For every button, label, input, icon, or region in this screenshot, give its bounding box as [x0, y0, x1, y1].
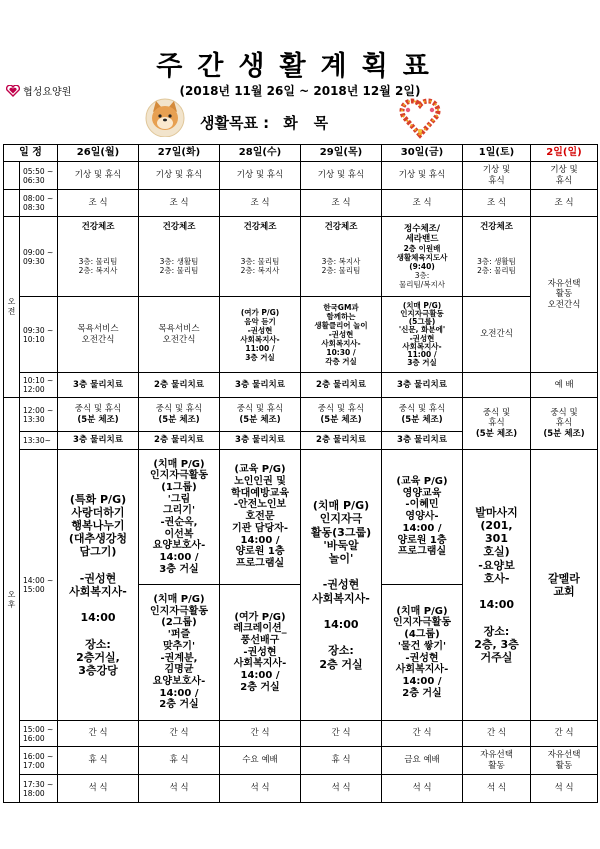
cell-fri: 3층 물리치료 [382, 432, 463, 450]
cell-sun: 조 식 [531, 190, 598, 217]
lunch-exercise: (5분 체조) [475, 428, 518, 439]
cell-mon: 3층 물리치료 [58, 432, 139, 450]
cell-mon: 3층 물리치료 [58, 373, 139, 398]
cell-sun: 자유선택 활동 [531, 747, 598, 775]
health-exercise: 건강체조 [81, 222, 115, 233]
cell-fri: 석 식 [382, 775, 463, 803]
cell-mon: (특화 P/G) 사랑더하기 행복나누기 (대추생강청 담그기) -권성현 사회복지사- 14:00 장소: 2층거실, 3층강당 [58, 450, 139, 721]
cell-mon: 조 식 [58, 190, 139, 217]
cell-wed [220, 217, 301, 297]
floor-assignment: 3층: 물리팀 2층: 복지사 [78, 256, 118, 275]
time-cell: 13:30~ [20, 432, 58, 450]
health-exercise: 건강체조 [480, 222, 513, 233]
health-exercise: 건강체조 [162, 222, 196, 233]
cell-fri [382, 398, 463, 432]
header-tue: 27일(화) [139, 145, 220, 162]
time-cell: 09:00 ~ 09:30 [20, 217, 58, 297]
page-title: 주간생활계획표 [156, 51, 444, 82]
header-mon: 26일(월) [58, 145, 139, 162]
cell-fri: 조 식 [382, 190, 463, 217]
header-sun: 2일(일) [531, 145, 598, 162]
cell-thu: 기상 및 휴식 [301, 162, 382, 190]
cell-sun: 석 식 [531, 775, 598, 803]
floor-assignment: 3층: 물리팀 2층: 복지사 [240, 256, 280, 275]
header-sat: 1일(토) [463, 145, 531, 162]
date-range: (2018년 11월 26일 ~ 2018년 12월 2일) [179, 84, 421, 98]
cell-fri: 간 식 [382, 721, 463, 747]
weekly-schedule-table [3, 144, 598, 803]
cell-sun: 간 식 [531, 721, 598, 747]
floor-assignment: 3층: 물리팀/복지사 [399, 271, 445, 290]
cell-sun: 자유선택 활동 오전간식 [531, 217, 598, 373]
life-goal-label: 생활목표 : [200, 114, 270, 132]
time-cell: 09:30 ~ 10:10 [20, 297, 58, 373]
cell-thu: 간 식 [301, 721, 382, 747]
cell-tue [139, 450, 220, 721]
cell-mon: 간 식 [58, 721, 139, 747]
cell-thu [301, 217, 382, 297]
cell-wed: 3층 물리치료 [220, 432, 301, 450]
tue-group2-program: (치매 P/G) 인지자극활동 (2그룹) '퍼즐 맞추기' -권계분, 김명균 요양보호사- 14:00 / 2층 거실 [150, 594, 208, 711]
cell-tue [139, 217, 220, 297]
session-am: 오 전 [4, 217, 20, 398]
cell-mon: 목욕서비스 오전간식 [58, 297, 139, 373]
cell-sat [463, 217, 531, 297]
cell-tue: 간 식 [139, 721, 220, 747]
cell-wed [220, 398, 301, 432]
session-pm: 오 후 [4, 398, 20, 803]
wed-leisure-program: (여가 P/G) 레크레이션_ 풍선배구 -권성현 사회복지사- 14:00 / 2층 거실 [233, 611, 287, 693]
cell-fri: (치매 P/G) 인지자극활동 (5그룹) '신문, 화분에' -권성현 사회복지사- 11:00 / 3층 거실 [382, 297, 463, 373]
header-row [4, 145, 598, 162]
floor-assignment: 3층: 복지사 2층: 물리팀 [321, 256, 361, 275]
time-cell: 10:10 ~ 12:00 [20, 373, 58, 398]
cell-fri: 3층 물리치료 [382, 373, 463, 398]
health-exercise: 건강체조 [243, 222, 277, 233]
cell-sun [531, 398, 598, 450]
cell-fri [382, 217, 463, 297]
cell-sat [463, 398, 531, 450]
cell-tue: 조 식 [139, 190, 220, 217]
header-fri: 30일(금) [382, 145, 463, 162]
header-thu: 29일(목) [301, 145, 382, 162]
cell-thu: 2층 물리치료 [301, 432, 382, 450]
cell-fri: 기상 및 휴식 [382, 162, 463, 190]
cell-tue: 목욕서비스 오전간식 [139, 297, 220, 373]
organization-name: 협성요양원 [23, 87, 72, 98]
cell-sat: 오전간식 [463, 297, 531, 373]
lunch-rest: 중식 및 휴식 [236, 404, 284, 415]
tue-group1-program: (치매 P/G) 인지자극활동 (1그룹) '그림 그리기' -권순옥, 이선복 요양보호사- 14:00 / 3층 거실 [139, 450, 219, 585]
floor-assignment: 3층: 생활팀 2층: 물리팀 [477, 256, 516, 275]
flower-heart-icon [399, 97, 441, 139]
time-cell: 17:30 ~ 18:00 [20, 775, 58, 803]
life-goal-value: 화목 [283, 114, 345, 132]
cell-thu: (치매 P/G) 인지자극 활동(3그룹) '바둑알 놀이' -권성현 사회복지사- 14:00 장소: 2층 거실 [301, 450, 382, 721]
cell-thu: 석 식 [301, 775, 382, 803]
cell-fri [382, 450, 463, 721]
lunch-rest: 중식 및 휴식 [550, 408, 578, 429]
header-wed: 28일(수) [220, 145, 301, 162]
cell-wed: 조 식 [220, 190, 301, 217]
lunch-rest: 중식 및 휴식 [317, 404, 365, 415]
fri-education-program: (교육 P/G) 영양교육 -이혜민 영양사- 14:00 / 양로원 1층 프로그램실 [382, 450, 462, 585]
cell-thu: 조 식 [301, 190, 382, 217]
cell-sat: 자유선택 활동 [463, 747, 531, 775]
cell-wed: 3층 물리치료 [220, 373, 301, 398]
lunch-exercise: (5분 체조) [543, 428, 585, 439]
cell-thu: 2층 물리치료 [301, 373, 382, 398]
cell-sat: 조 식 [463, 190, 531, 217]
cell-sun: 기상 및 휴식 [531, 162, 598, 190]
lunch-exercise: (5분 체조) [320, 414, 362, 425]
cell-mon: 석 식 [58, 775, 139, 803]
life-goal [200, 112, 344, 133]
cell-thu: 휴 식 [301, 747, 382, 775]
cell-sun: 갈멜라 교회 [531, 450, 598, 721]
cell-tue: 2층 물리치료 [139, 373, 220, 398]
wed-education-program: (교육 P/G) 노인인권 및 학대예방교육 -안전노인보 호전문 기관 담당자- 14:00 / 양로원 1층 프로그램실 [220, 450, 300, 585]
time-cell: 05:50 ~ 06:30 [20, 162, 58, 190]
cell-tue: 2층 물리치료 [139, 432, 220, 450]
cell-wed [220, 450, 301, 721]
cell-thu [301, 398, 382, 432]
cell-mon: 휴 식 [58, 747, 139, 775]
time-cell: 12:00 ~ 13:30 [20, 398, 58, 432]
lunch-rest: 중식 및 휴식 [482, 408, 511, 429]
header-schedule: 일 정 [4, 145, 58, 162]
cell-mon [58, 398, 139, 432]
lunch-exercise: (5분 체조) [77, 414, 119, 425]
time-cell: 15:00 ~ 16:00 [20, 721, 58, 747]
lunch-rest: 중식 및 휴식 [398, 404, 446, 415]
cell-tue [139, 398, 220, 432]
cell-tue: 휴 식 [139, 747, 220, 775]
floor-assignment: 3층: 생활팀 2층: 물리팀 [159, 256, 199, 275]
time-cell: 14:00 ~ 15:00 [20, 450, 58, 721]
dementia-exercise: 정수체조/ 세라밴드 [404, 223, 440, 244]
lunch-rest: 중식 및 휴식 [155, 404, 203, 415]
cell-thu: 한국GM과 함께하는 생활클리어 놀이 -권성현 사회복지사- 10:30 / 각층 거실 [301, 297, 382, 373]
lunch-exercise: (5분 체조) [239, 414, 281, 425]
cell-sat: 간 식 [463, 721, 531, 747]
cell-mon [58, 217, 139, 297]
cell-wed: (여가 P/G) 음악 듣기 -권성현 사회복지사- 11:00 / 3층 거실 [220, 297, 301, 373]
time-cell: 08:00 ~ 08:30 [20, 190, 58, 217]
cell-sat: 기상 및 휴식 [463, 162, 531, 190]
dog-illustration-icon [144, 97, 186, 137]
cell-sat [463, 373, 531, 398]
cell-fri: 금요 예배 [382, 747, 463, 775]
cell-tue: 기상 및 휴식 [139, 162, 220, 190]
cell-wed: 석 식 [220, 775, 301, 803]
cell-sun: 예 배 [531, 373, 598, 398]
health-exercise: 건강체조 [324, 222, 358, 233]
cell-wed: 간 식 [220, 721, 301, 747]
cell-sat: 발마사지 (201, 301 호실) -요양보 호사- 14:00 장소: 2층, 3층 거주실 [463, 450, 531, 721]
lunch-exercise: (5분 체조) [158, 414, 200, 425]
lunch-rest: 중식 및 휴식 [74, 404, 122, 415]
time-cell: 16:00 ~ 17:00 [20, 747, 58, 775]
fitness-instructor: 2층 이원배 생활체육지도사 (9:40) [396, 244, 448, 272]
lunch-exercise: (5분 체조) [401, 414, 443, 425]
cell-tue: 석 식 [139, 775, 220, 803]
cell-mon: 기상 및 휴식 [58, 162, 139, 190]
cell-wed: 수요 예배 [220, 747, 301, 775]
cell-wed: 기상 및 휴식 [220, 162, 301, 190]
cell-sat: 석 식 [463, 775, 531, 803]
fri-dementia-program: (치매 P/G) 인지자극활동 (4그룹) '물건 쌓기' -권성현 사회복지사- 14:00 / 2층 거실 [393, 605, 451, 699]
